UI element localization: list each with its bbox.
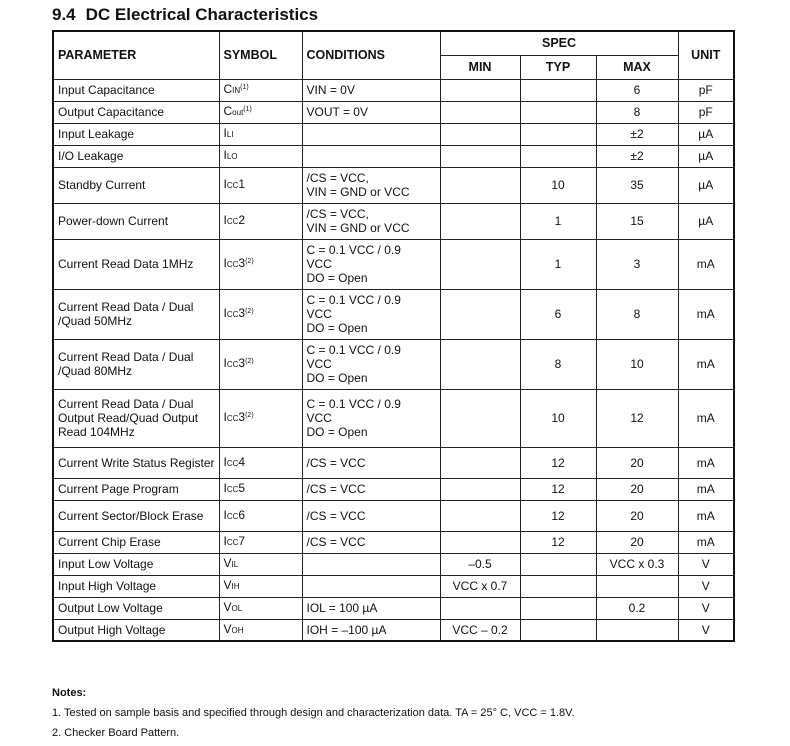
table-row bbox=[53, 553, 734, 575]
max-cell: ±2 bbox=[596, 145, 678, 167]
symbol-cell bbox=[219, 79, 302, 101]
condition-line: DO = Open bbox=[306, 371, 368, 385]
parameter-cell: Current Read Data / Dual /Quad 50MHz bbox=[53, 289, 219, 339]
symbol-subscript: IH bbox=[231, 582, 240, 591]
conditions-cell bbox=[302, 145, 440, 167]
symbol-subscript: CC bbox=[226, 181, 239, 190]
typ-cell: 10 bbox=[520, 389, 596, 447]
min-cell bbox=[440, 203, 520, 239]
header-max: MAX bbox=[596, 55, 678, 79]
typ-cell: 1 bbox=[520, 239, 596, 289]
max-cell: 35 bbox=[596, 167, 678, 203]
typ-cell: 10 bbox=[520, 167, 596, 203]
symbol-subscript: LI bbox=[226, 130, 234, 139]
max-cell: 0.2 bbox=[596, 597, 678, 619]
symbol-subscript: OL bbox=[231, 604, 243, 613]
symbol-letter: V bbox=[223, 578, 232, 592]
parameter-cell: Current Write Status Register bbox=[53, 447, 219, 478]
table-row bbox=[53, 79, 734, 101]
symbol-letter: I bbox=[223, 306, 227, 320]
footnote-ref: (2) bbox=[245, 358, 254, 365]
typ-cell bbox=[520, 619, 596, 641]
parameter-cell: Output High Voltage bbox=[53, 619, 219, 641]
conditions-cell bbox=[302, 339, 440, 389]
symbol-letter: I bbox=[223, 481, 227, 495]
condition-line: VCC bbox=[306, 357, 332, 371]
table-row bbox=[53, 597, 734, 619]
symbol-subscript: CC bbox=[226, 511, 239, 521]
symbol-cell bbox=[219, 239, 302, 289]
symbol-index: 2 bbox=[238, 213, 246, 227]
unit-cell: pF bbox=[678, 79, 734, 101]
min-cell bbox=[440, 145, 520, 167]
typ-cell bbox=[520, 145, 596, 167]
condition-line: VIN = GND or VCC bbox=[306, 221, 410, 235]
symbol-cell bbox=[219, 289, 302, 339]
condition-line: C = 0.1 VCC / 0.9 bbox=[306, 397, 401, 411]
unit-cell: mA bbox=[678, 531, 734, 553]
min-cell bbox=[440, 500, 520, 531]
parameter-cell: Current Page Program bbox=[53, 478, 219, 500]
symbol-cell bbox=[219, 447, 302, 478]
unit-cell: mA bbox=[678, 478, 734, 500]
typ-cell bbox=[520, 597, 596, 619]
parameter-cell: Input High Voltage bbox=[53, 575, 219, 597]
footnote-ref: (2) bbox=[245, 412, 254, 419]
symbol-cell bbox=[219, 101, 302, 123]
max-cell: 8 bbox=[596, 289, 678, 339]
parameter-cell: Input Leakage bbox=[53, 123, 219, 145]
typ-cell: 12 bbox=[520, 500, 596, 531]
conditions-cell bbox=[302, 619, 440, 641]
typ-cell bbox=[520, 101, 596, 123]
conditions-cell bbox=[302, 500, 440, 531]
table-row bbox=[53, 239, 734, 289]
parameter-cell: Current Read Data / Dual Output Read/Quad Output Read 104MHz bbox=[53, 389, 219, 447]
unit-cell: pF bbox=[678, 101, 734, 123]
parameter-cell: I/O Leakage bbox=[53, 145, 219, 167]
table-row bbox=[53, 167, 734, 203]
symbol-letter: V bbox=[223, 600, 232, 614]
condition-line: VCC bbox=[306, 411, 332, 425]
table-row bbox=[53, 101, 734, 123]
parameter-cell: Standby Current bbox=[53, 167, 219, 203]
conditions-cell bbox=[302, 447, 440, 478]
typ-cell: 12 bbox=[520, 447, 596, 478]
symbol-cell bbox=[219, 145, 302, 167]
symbol-index: 7 bbox=[238, 534, 246, 548]
header-conditions: CONDITIONS bbox=[302, 31, 440, 79]
min-cell bbox=[440, 339, 520, 389]
max-cell bbox=[596, 619, 678, 641]
condition-line: VIN = GND or VCC bbox=[306, 185, 410, 199]
max-cell: 10 bbox=[596, 339, 678, 389]
unit-cell: µA bbox=[678, 123, 734, 145]
unit-cell: µA bbox=[678, 167, 734, 203]
conditions-cell bbox=[302, 553, 440, 575]
unit-cell: V bbox=[678, 575, 734, 597]
condition-line: VCC bbox=[306, 257, 332, 271]
symbol-index: 6 bbox=[238, 507, 246, 522]
symbol-subscript: CC bbox=[226, 458, 239, 468]
conditions-cell bbox=[302, 123, 440, 145]
symbol-letter: I bbox=[223, 126, 227, 140]
section-number: 9.4 bbox=[52, 5, 76, 24]
parameter-cell: Current Read Data / Dual /Quad 80MHz bbox=[53, 339, 219, 389]
min-cell bbox=[440, 389, 520, 447]
symbol-cell bbox=[219, 167, 302, 203]
condition-line: DO = Open bbox=[306, 425, 368, 439]
min-cell bbox=[440, 123, 520, 145]
symbol-letter: C bbox=[223, 82, 233, 96]
condition-line: C = 0.1 VCC / 0.9 bbox=[306, 293, 401, 307]
parameter-cell: Current Read Data 1MHz bbox=[53, 239, 219, 289]
symbol-letter: V bbox=[223, 621, 232, 636]
symbol-letter: I bbox=[223, 534, 227, 548]
max-cell: 20 bbox=[596, 447, 678, 478]
parameter-cell: Power-down Current bbox=[53, 203, 219, 239]
table-row bbox=[53, 203, 734, 239]
parameter-cell: Output Capacitance bbox=[53, 101, 219, 123]
note-item: 2. Checker Board Pattern. bbox=[52, 727, 180, 739]
symbol-letter: I bbox=[223, 356, 227, 370]
symbol-index: 3 bbox=[238, 410, 246, 424]
min-cell: VCC x 0.7 bbox=[440, 575, 520, 597]
symbol-cell bbox=[219, 553, 302, 575]
unit-cell: mA bbox=[678, 500, 734, 531]
header-unit: UNIT bbox=[678, 31, 734, 79]
symbol-subscript: CC bbox=[226, 360, 239, 369]
unit-cell: V bbox=[678, 597, 734, 619]
max-cell: 20 bbox=[596, 531, 678, 553]
condition-line: C = 0.1 VCC / 0.9 bbox=[306, 243, 401, 257]
typ-cell bbox=[520, 575, 596, 597]
symbol-cell bbox=[219, 619, 302, 641]
max-cell bbox=[596, 575, 678, 597]
typ-cell bbox=[520, 79, 596, 101]
notes-section bbox=[52, 683, 575, 743]
header-symbol: SYMBOL bbox=[219, 31, 302, 79]
unit-cell: µA bbox=[678, 145, 734, 167]
table-row bbox=[53, 478, 734, 500]
conditions-cell bbox=[302, 478, 440, 500]
header-spec: SPEC bbox=[440, 31, 678, 55]
table-row bbox=[53, 145, 734, 167]
min-cell bbox=[440, 167, 520, 203]
table-row bbox=[53, 500, 734, 531]
symbol-subscript: CC bbox=[226, 485, 239, 494]
conditions-cell bbox=[302, 597, 440, 619]
unit-cell: mA bbox=[678, 339, 734, 389]
symbol-subscript: IN bbox=[232, 86, 241, 95]
section-heading: DC Electrical Characteristics bbox=[85, 5, 319, 24]
conditions-cell bbox=[302, 531, 440, 553]
symbol-letter: V bbox=[223, 556, 232, 570]
max-cell: 15 bbox=[596, 203, 678, 239]
table-row bbox=[53, 575, 734, 597]
symbol-letter: C bbox=[223, 104, 233, 118]
symbol-subscript: out bbox=[232, 108, 244, 117]
symbol-letter: I bbox=[223, 213, 227, 227]
typ-cell bbox=[520, 553, 596, 575]
condition-line: IOL = 100 µA bbox=[306, 601, 378, 615]
footnote-ref: (2) bbox=[245, 258, 254, 265]
header-typ: TYP bbox=[520, 55, 596, 79]
table-row bbox=[53, 123, 734, 145]
max-cell: 12 bbox=[596, 389, 678, 447]
table-row bbox=[53, 619, 734, 641]
min-cell bbox=[440, 289, 520, 339]
conditions-cell bbox=[302, 79, 440, 101]
condition-line: /CS = VCC bbox=[306, 482, 366, 496]
conditions-cell bbox=[302, 389, 440, 447]
symbol-cell bbox=[219, 597, 302, 619]
table-body bbox=[53, 79, 734, 641]
condition-line: DO = Open bbox=[306, 271, 368, 285]
symbol-subscript: CC bbox=[226, 260, 239, 269]
max-cell: 6 bbox=[596, 79, 678, 101]
symbol-index: 3 bbox=[238, 256, 246, 270]
unit-cell: mA bbox=[678, 389, 734, 447]
symbol-index: 1 bbox=[238, 177, 246, 191]
symbol-subscript: OH bbox=[231, 625, 244, 635]
table-row bbox=[53, 531, 734, 553]
header-min: MIN bbox=[440, 55, 520, 79]
condition-line: VOUT = 0V bbox=[306, 105, 368, 119]
symbol-subscript: CC bbox=[226, 538, 239, 547]
min-cell bbox=[440, 531, 520, 553]
notes-heading: Notes: bbox=[52, 687, 87, 699]
symbol-cell bbox=[219, 478, 302, 500]
typ-cell: 1 bbox=[520, 203, 596, 239]
condition-line: IOH = –100 µA bbox=[306, 622, 387, 637]
conditions-cell bbox=[302, 101, 440, 123]
min-cell bbox=[440, 101, 520, 123]
max-cell: 20 bbox=[596, 500, 678, 531]
symbol-subscript: CC bbox=[226, 310, 239, 319]
symbol-letter: I bbox=[223, 177, 227, 191]
min-cell: VCC – 0.2 bbox=[440, 619, 520, 641]
symbol-subscript: CC bbox=[226, 414, 239, 423]
unit-cell: V bbox=[678, 619, 734, 641]
min-cell bbox=[440, 478, 520, 500]
table-row bbox=[53, 447, 734, 478]
conditions-cell bbox=[302, 203, 440, 239]
condition-line: VCC bbox=[306, 307, 332, 321]
table-row bbox=[53, 289, 734, 339]
dc-characteristics-table bbox=[52, 30, 735, 642]
max-cell: 20 bbox=[596, 478, 678, 500]
header-parameter: PARAMETER bbox=[53, 31, 219, 79]
typ-cell: 12 bbox=[520, 531, 596, 553]
conditions-cell bbox=[302, 167, 440, 203]
min-cell bbox=[440, 597, 520, 619]
symbol-cell bbox=[219, 531, 302, 553]
symbol-cell bbox=[219, 500, 302, 531]
max-cell: 8 bbox=[596, 101, 678, 123]
max-cell: ±2 bbox=[596, 123, 678, 145]
condition-line: DO = Open bbox=[306, 321, 368, 335]
symbol-index: 5 bbox=[238, 481, 246, 495]
note-item: 1. Tested on sample basis and specified through design and characterization data. TA = 25° C, VCC = 1.8V. bbox=[52, 707, 575, 719]
symbol-subscript: CC bbox=[226, 217, 239, 226]
typ-cell bbox=[520, 123, 596, 145]
unit-cell: V bbox=[678, 553, 734, 575]
max-cell: VCC x 0.3 bbox=[596, 553, 678, 575]
symbol-index: 3 bbox=[238, 356, 246, 370]
unit-cell: mA bbox=[678, 447, 734, 478]
symbol-letter: I bbox=[223, 454, 227, 469]
footnote-ref: (2) bbox=[245, 308, 254, 315]
section-title bbox=[52, 5, 318, 25]
condition-line: /CS = VCC, bbox=[306, 207, 369, 221]
condition-line: /CS = VCC, bbox=[306, 171, 369, 185]
symbol-subscript: IL bbox=[231, 560, 239, 569]
conditions-cell bbox=[302, 575, 440, 597]
parameter-cell: Input Capacitance bbox=[53, 79, 219, 101]
max-cell: 3 bbox=[596, 239, 678, 289]
typ-cell: 12 bbox=[520, 478, 596, 500]
symbol-cell bbox=[219, 575, 302, 597]
symbol-cell bbox=[219, 339, 302, 389]
min-cell bbox=[440, 239, 520, 289]
symbol-subscript: LO bbox=[226, 152, 238, 161]
unit-cell: mA bbox=[678, 239, 734, 289]
parameter-cell: Current Chip Erase bbox=[53, 531, 219, 553]
symbol-cell bbox=[219, 203, 302, 239]
table-row bbox=[53, 389, 734, 447]
condition-line: /CS = VCC bbox=[306, 508, 366, 523]
table-row bbox=[53, 339, 734, 389]
parameter-cell: Input Low Voltage bbox=[53, 553, 219, 575]
symbol-letter: I bbox=[223, 256, 227, 270]
condition-line: /CS = VCC bbox=[306, 455, 366, 470]
condition-line: /CS = VCC bbox=[306, 535, 366, 549]
symbol-letter: I bbox=[223, 507, 227, 522]
parameter-cell: Current Sector/Block Erase bbox=[53, 500, 219, 531]
conditions-cell bbox=[302, 289, 440, 339]
typ-cell: 8 bbox=[520, 339, 596, 389]
unit-cell: µA bbox=[678, 203, 734, 239]
symbol-cell bbox=[219, 123, 302, 145]
symbol-index: 3 bbox=[238, 306, 246, 320]
header-row-1 bbox=[53, 31, 734, 55]
symbol-cell bbox=[219, 389, 302, 447]
min-cell bbox=[440, 447, 520, 478]
unit-cell: mA bbox=[678, 289, 734, 339]
typ-cell: 6 bbox=[520, 289, 596, 339]
min-cell: –0.5 bbox=[440, 553, 520, 575]
condition-line: C = 0.1 VCC / 0.9 bbox=[306, 343, 401, 357]
parameter-cell: Output Low Voltage bbox=[53, 597, 219, 619]
symbol-letter: I bbox=[223, 148, 227, 162]
symbol-index: 4 bbox=[238, 454, 246, 469]
footnote-ref: (1) bbox=[240, 84, 249, 91]
footnote-ref: (1) bbox=[243, 106, 252, 113]
symbol-letter: I bbox=[223, 410, 227, 424]
conditions-cell bbox=[302, 239, 440, 289]
condition-line: VIN = 0V bbox=[306, 83, 355, 97]
min-cell bbox=[440, 79, 520, 101]
